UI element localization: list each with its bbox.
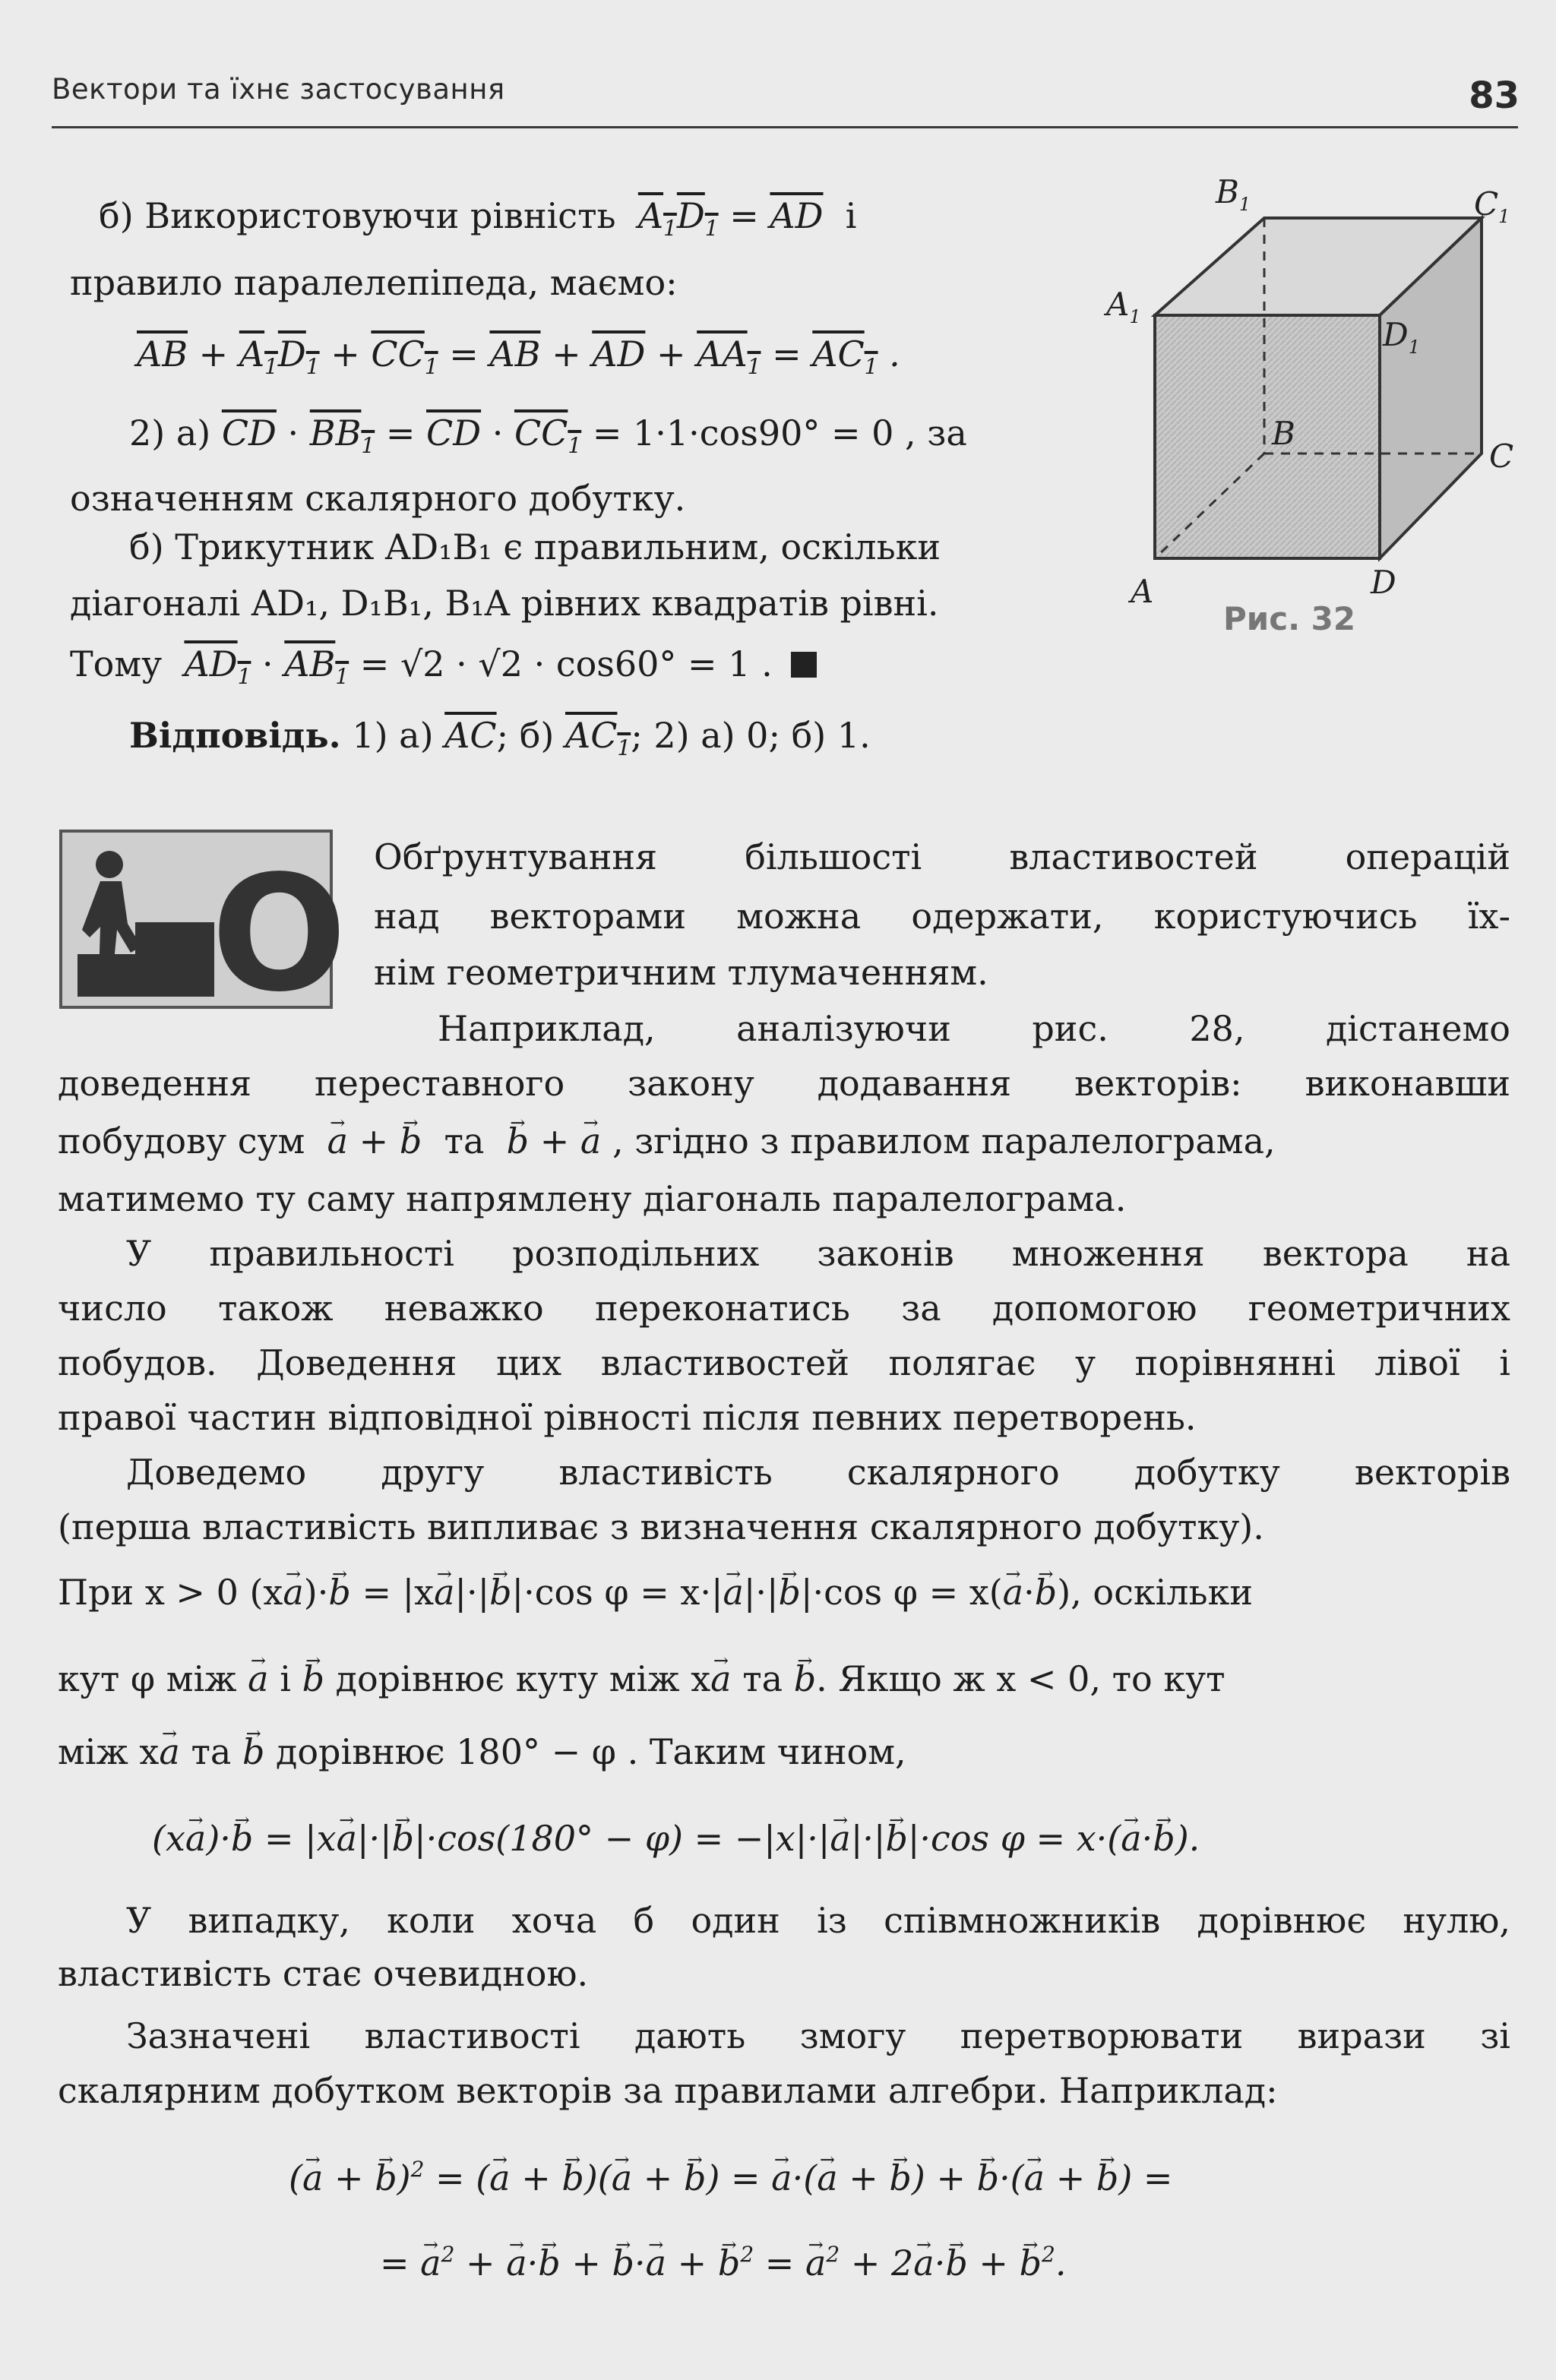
p2-line3: побудов. Доведення цих властивостей полягає у порівнянні лівої і — [58, 1342, 1510, 1383]
page-number: 83 — [1469, 74, 1520, 117]
p2-line1: У правильності розподільних законів множення вектора на — [126, 1233, 1510, 1274]
intro-line3: нім геометричним тлумаченням. — [374, 952, 988, 993]
theory-icon — [59, 830, 347, 1027]
formula-square-1: (a → + b →)$^2$ = (a → + b →)(a → + b →) = a →·(a → + b →) + b →·(a → + b →) = — [289, 2148, 1172, 2199]
label-B1: $B_1$ — [1216, 173, 1251, 215]
formula-sum: $\overline{AB} + A_1D_1 + CC_1 = \overline{AB} + \overline{AD} + AA_1 = AC_1$ . — [137, 333, 900, 379]
label-B: B — [1272, 415, 1295, 452]
formula-vec: $A_1D_1$ — [637, 195, 719, 241]
end-of-proof-square — [791, 652, 817, 678]
p3-line1: Доведемо другу властивість скалярного добутку векторів — [126, 1452, 1510, 1493]
cube-figure — [1079, 163, 1535, 650]
label-D: D — [1371, 564, 1396, 601]
label-C: C — [1489, 438, 1514, 475]
p1-line2: доведення переставного закону додавання векторів: виконавши — [58, 1063, 1510, 1104]
solution-2b-line1: б) Трикутник AD₁B₁ є правильним, оскільки — [129, 526, 941, 567]
solution-2a-line1: 2) а) $\overline{CD} \cdot BB_1 = \overline{CD} \cdot CC_1 = 1\cdot 1\cdot\cos 90^\circ = 0$ , за — [129, 412, 967, 458]
solution-2a-line2: означенням скалярного добутку. — [70, 478, 686, 519]
intro-line2: над векторами можна одержати, користуючись їх- — [374, 896, 1510, 937]
p3-line4: кут φ між a → і b → дорівнює куту між xa → та b →. Якщо ж x < 0, то кут — [58, 1658, 1226, 1700]
p4-line2: властивість стає очевидною. — [58, 1953, 589, 1994]
label-D1: $D_1$ — [1383, 316, 1420, 358]
figure-caption: Рис. 32 — [1223, 600, 1356, 637]
p5-line2: скалярним добутком векторів за правилами алгебри. Наприклад: — [58, 2070, 1278, 2111]
label-A1: $A_1$ — [1106, 286, 1141, 327]
formula-square-2: = a →$^2$ + a →·b → + b →·a → + b →$^2$ = a →$^2$ + 2a →·b → + b →$^2$. — [380, 2233, 1066, 2284]
p1-line3: побудову сум a → + b → та b → + a → , згідно з правилом паралелограма, — [58, 1120, 1510, 1162]
p3-line2: (перша властивість випливає з визначення скалярного добутку). — [58, 1506, 1264, 1547]
intro-line1: Обґрунтування більшості властивостей операцій — [374, 836, 1510, 877]
p1-line4: матимемо ту саму напрямлену діагональ паралелограма. — [58, 1178, 1127, 1219]
p1-line1: Наприклад, аналізуючи рис. 28, дістанемо — [438, 1008, 1510, 1049]
person-on-steps-icon — [62, 833, 347, 1027]
p2-line4: правої частин відповідної рівності після певних перетворень. — [58, 1397, 1197, 1438]
formula-negative-x: (xa →)·b → = |xa →|·|b →|·cos(180° − φ) = −|x|·|a →|·|b →|·cos φ = x·(a →·b →). — [152, 1817, 1200, 1860]
header-rule — [52, 126, 1518, 128]
p2-line2: число також неважко переконатись за допомогою геометричних — [58, 1288, 1510, 1329]
p4-line1: У випадку, коли хоча б один із співмножників дорівнює нулю, — [126, 1900, 1510, 1941]
solution-2b-line3: Тому $AD_1 \cdot AB_1 = √2 \cdot √2 \cdot \cos 60^\circ = 1$ . — [70, 643, 817, 698]
p3-line3: При x > 0 (xa →)·b → = |xa →|·|b →|·cos φ = x·|a →|·|b →|·cos φ = x(a →·b →), оскільки — [58, 1571, 1253, 1614]
p5-line1: Зазначені властивості дають змогу перетворювати вирази зі — [126, 2015, 1510, 2056]
front-face — [1155, 315, 1380, 558]
solution-2b-line2: діагоналі AD₁, D₁B₁, B₁A рівних квадратів рівні. — [70, 583, 939, 624]
label-C1: $C_1$ — [1474, 185, 1510, 227]
solution-b-line1: б) Використовуючи рівність $A_1D_1 = \overline{AD}$ і — [99, 195, 857, 241]
solution-b-line2: правило паралелепіпеда, маємо: — [70, 262, 678, 303]
svg-text:O: O — [211, 841, 347, 1027]
answer-line: Відповідь. 1) а) $\overline{AC}$; б) $AC_1$; 2) а) 0; б) 1. — [129, 715, 871, 760]
running-header: Вектори та їхнє застосування — [52, 73, 505, 106]
p3-line5: між xa → та b → дорівнює 180° − φ . Таким чином, — [58, 1730, 906, 1773]
label-A: A — [1131, 573, 1154, 610]
